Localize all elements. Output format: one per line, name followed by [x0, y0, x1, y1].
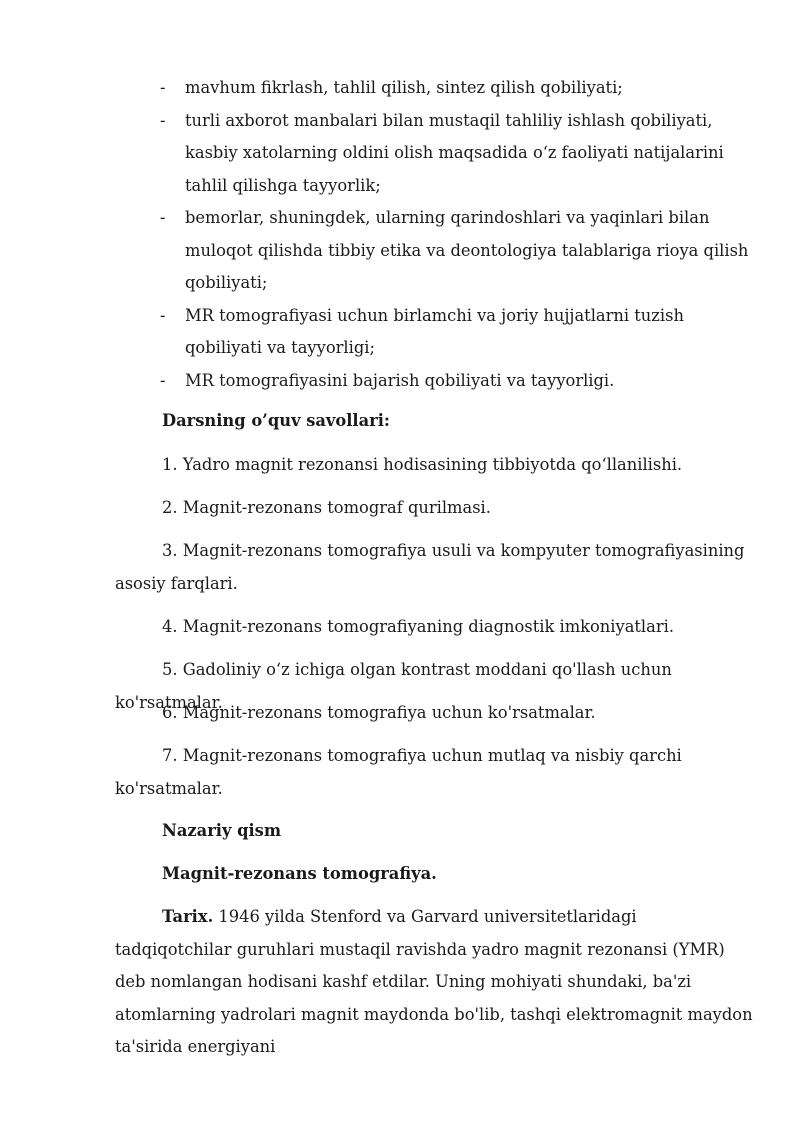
list-item — [160, 105, 750, 203]
theory-heading: Nazariy qism — [162, 821, 282, 840]
history-text: 1946 yilda Stenford va Garvard universitetlaridagi tadqiqotchilar guruhlari mustaqil ravishda yadro magnit rezonansi (YMR) deb nomlangan hodisani kashf etdilar. Uning mohiyati shundaki, ba'zi atomlarning yadrolari magnit maydonda bo'lib, tashqi elektromagnit maydon ta'sirida energiyani — [115, 907, 753, 1056]
question-item: 3. Magnit-rezonans tomografiya usuli va kompyuter tomografiyasining asosiy farqlari. — [115, 541, 745, 593]
questions-heading: Darsning o’quv savollari: — [162, 411, 390, 430]
dash-marker: - — [160, 110, 166, 130]
history-label: Tarix. — [162, 907, 214, 926]
competency-list — [160, 72, 750, 397]
dash-marker: - — [160, 305, 166, 325]
dash-marker: - — [160, 370, 166, 390]
list-item — [160, 365, 750, 398]
list-item-text: MR tomografiyasi uchun birlamchi va joriy hujjatlarni tuzish qobiliyati va tayyorligi; — [185, 305, 684, 357]
question-item: 6. Magnit-rezonans tomografiya uchun ko'rsatmalar. — [162, 703, 596, 722]
question-item: 5. Gadoliniy o‘z ichiga olgan kontrast moddani qo'llash uchun ko'rsatmalar. — [115, 660, 672, 712]
list-item-text: MR tomografiyasini bajarish qobiliyati va tayyorligi. — [185, 370, 615, 390]
question-item: 1. Yadro magnit rezonansi hodisasining tibbiyotda qo‘llanilishi. — [162, 455, 683, 474]
list-item — [160, 72, 750, 105]
question-item: 7. Magnit-rezonans tomografiya uchun mutlaq va nisbiy qarchi ko'rsatmalar. — [115, 746, 682, 798]
list-item — [160, 202, 750, 300]
list-item-text: mavhum fikrlash, tahlil qilish, sintez qilish qobiliyati; — [185, 78, 623, 97]
list-item — [160, 300, 750, 365]
topic-heading: Magnit-rezonans tomografiya. — [162, 864, 437, 883]
dash-marker: - — [160, 78, 166, 97]
dash-marker: - — [160, 208, 166, 227]
history-paragraph — [115, 901, 755, 1064]
list-item-text: turli axborot manbalari bilan mustaqil tahliliy ishlash qobiliyati, kasbiy xatolarning oldini olish maqsadida o‘z faoliyati natijalarini tahlil qilishga tayyorlik; — [185, 110, 724, 195]
question-item: 2. Magnit-rezonans tomograf qurilmasi. — [162, 498, 491, 517]
question-item: 4. Magnit-rezonans tomografiyaning diagnostik imkoniyatlari. — [162, 617, 675, 636]
list-item-text: bemorlar, shuningdek, ularning qarindoshlari va yaqinlari bilan muloqot qilishda tibbiy etika va deontologiya talablariga rioya qilish qobiliyati; — [185, 208, 749, 292]
